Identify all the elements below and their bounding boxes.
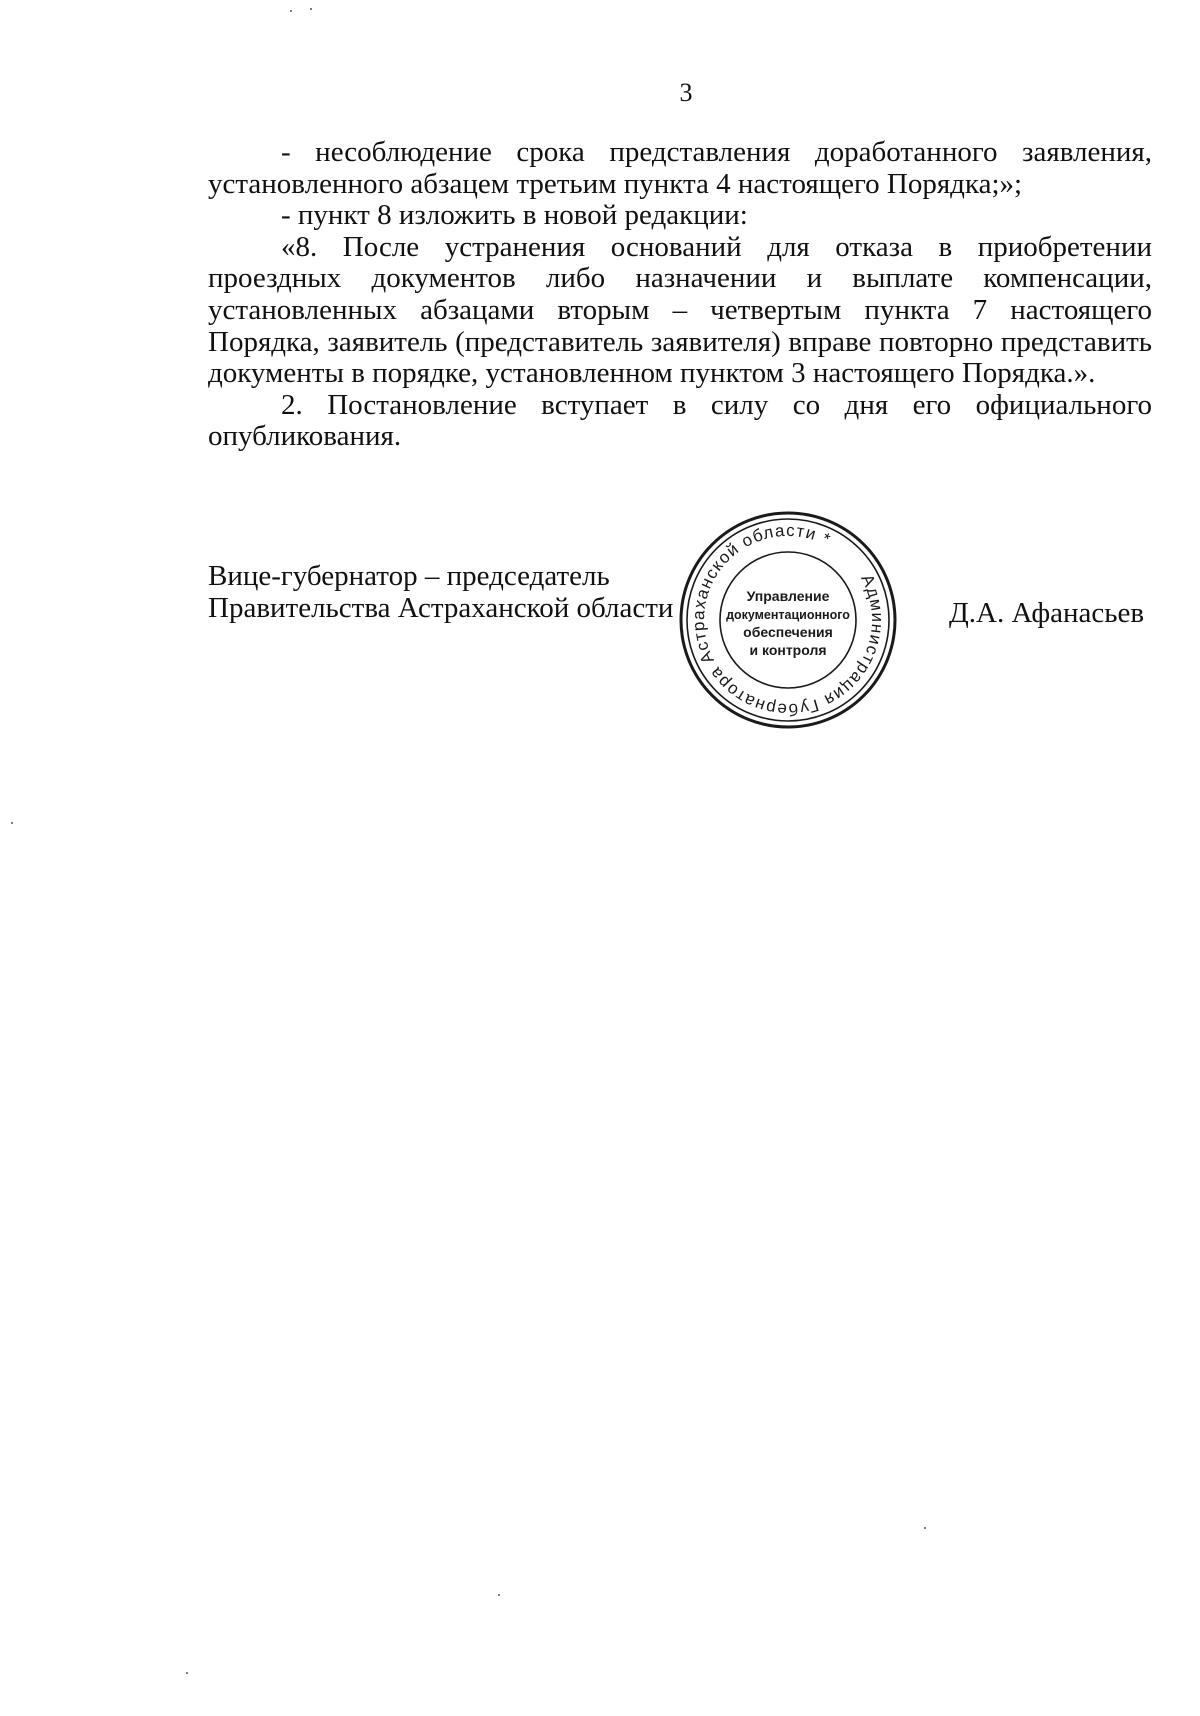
seal-center-line: документационного bbox=[726, 608, 850, 622]
signer-title-line1: Вице-губернатор – председатель bbox=[208, 560, 610, 592]
seal-ring-text: Администрация Губернатора Астраханской области * bbox=[688, 520, 888, 720]
scan-speck bbox=[498, 1594, 500, 1596]
scan-speck bbox=[310, 8, 312, 10]
signer-name: Д.А. Афанасьев bbox=[949, 597, 1145, 629]
seal-center-line: и контроля bbox=[749, 642, 827, 658]
scan-speck bbox=[924, 1527, 926, 1529]
seal-center-line: обеспечения bbox=[743, 624, 833, 640]
paragraph-2: - пункт 8 изложить в новой редакции: bbox=[281, 199, 748, 232]
scan-speck bbox=[290, 10, 292, 12]
paragraph-1: - несоблюдение срока представления доработанного заявления, установленного абзацем третьим пункта 4 настоящего Порядка;»; bbox=[208, 136, 1152, 200]
paragraph-4: 2. Постановление вступает в силу со дня его официального опубликования. bbox=[208, 388, 1152, 453]
scan-speck bbox=[11, 822, 13, 824]
scan-speck bbox=[186, 1672, 188, 1674]
page-number: 3 bbox=[679, 78, 693, 107]
seal-center-line: Управление bbox=[746, 588, 830, 604]
seal-icon bbox=[677, 509, 899, 731]
official-seal-stamp bbox=[677, 509, 899, 731]
paragraph-3: «8. После устранения оснований для отказа в приобретении проездных документов либо назначении и выплате компенсации, установленных абзацами вторым – четвертым пункта 7 настоящего Порядка, заявитель (представитель заявителя) вправе повторно представить документы в порядке, установленном пунктом 3 настоящего Порядка.». bbox=[208, 230, 1152, 390]
signature-position bbox=[208, 560, 673, 624]
signer-title-line2: Правительства Астраханской области bbox=[208, 592, 674, 624]
document-body bbox=[208, 137, 1152, 453]
